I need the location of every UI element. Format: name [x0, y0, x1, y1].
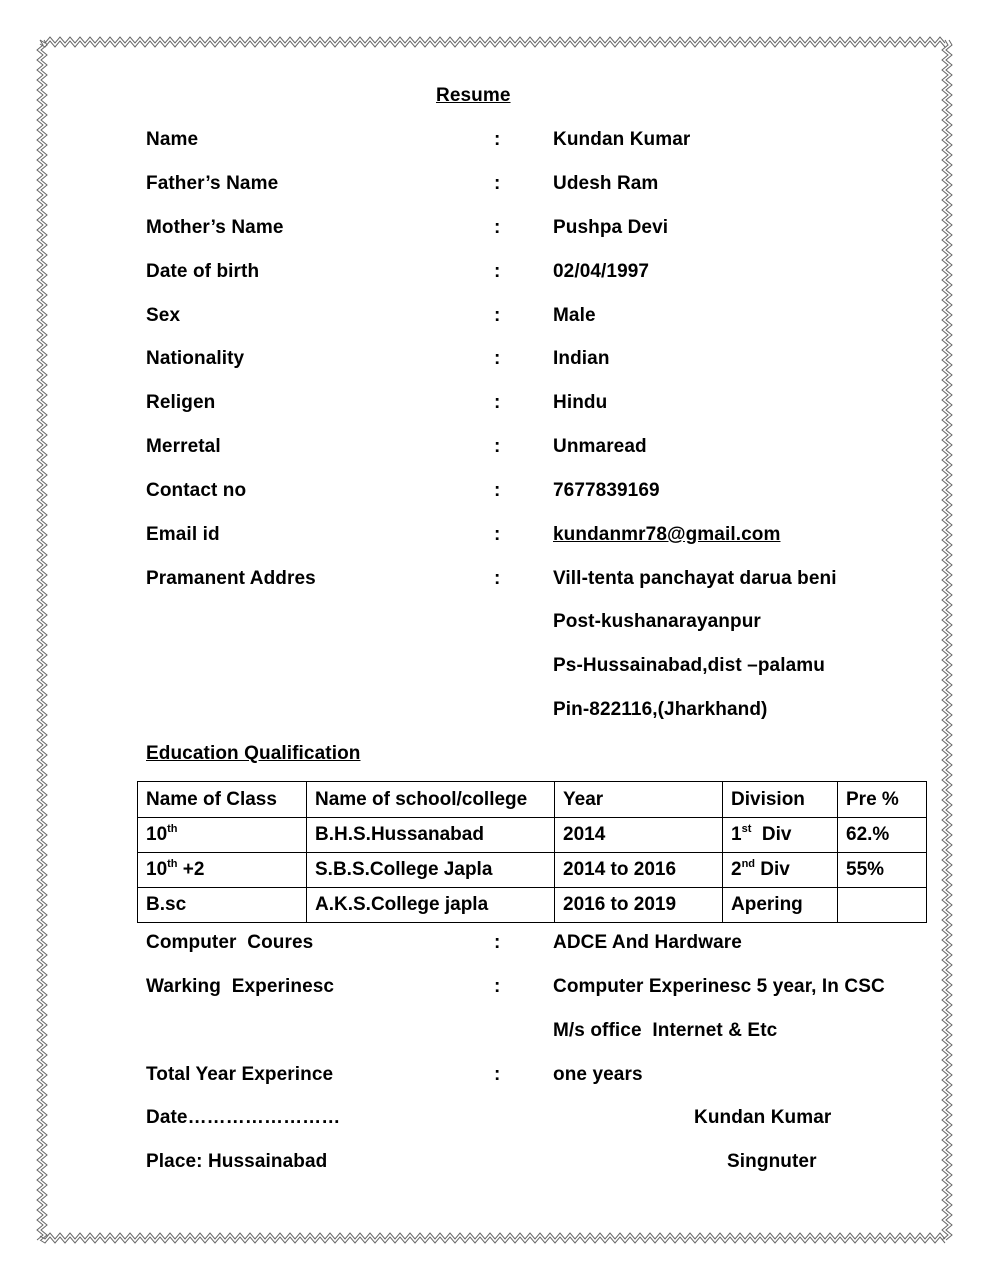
separator: : [494, 1064, 501, 1085]
field-label-contact: Contact no [146, 480, 247, 501]
cell-year: 2014 [555, 818, 723, 853]
working-experience-line-1: Computer Experinesc 5 year, In CSC [553, 976, 885, 997]
cell-school: S.B.S.College Japla [307, 853, 555, 888]
field-label-name: Name [146, 129, 199, 150]
separator: : [494, 568, 501, 589]
field-label-email: Email id [146, 524, 220, 545]
separator: : [494, 217, 501, 238]
date-line: Date…………………… [146, 1107, 341, 1128]
field-value-contact: 7677839169 [553, 480, 660, 501]
total-experience-value: one years [553, 1064, 643, 1085]
address-line-1: Vill-tenta panchayat darua beni [553, 568, 837, 589]
computer-course-label: Computer Coures [146, 932, 314, 953]
separator: : [494, 480, 501, 501]
education-heading: Education Qualification [146, 743, 361, 764]
cell-division: Apering [723, 888, 838, 923]
computer-course-value: ADCE And Hardware [553, 932, 742, 953]
header-division: Division [723, 782, 838, 818]
separator: : [494, 436, 501, 457]
field-value-name: Kundan Kumar [553, 129, 691, 150]
cell-class: 10th [138, 818, 307, 853]
table-header-row [138, 782, 927, 818]
separator: : [494, 976, 501, 997]
field-label-nationality: Nationality [146, 348, 245, 369]
working-experience-label: Warking Experinesc [146, 976, 335, 997]
separator: : [494, 524, 501, 545]
cell-school: B.H.S.Hussanabad [307, 818, 555, 853]
header-name-of-class: Name of Class [138, 782, 307, 818]
separator: : [494, 392, 501, 413]
header-school: Name of school/college [307, 782, 555, 818]
email-link[interactable]: kundanmr78@gmail.com [553, 524, 781, 545]
separator: : [494, 932, 501, 953]
separator: : [494, 173, 501, 194]
cell-year: 2016 to 2019 [555, 888, 723, 923]
address-label: Pramanent Addres [146, 568, 316, 589]
cell-class: B.sc [138, 888, 307, 923]
field-label-marital: Merretal [146, 436, 221, 457]
field-value-sex: Male [553, 305, 596, 326]
total-experience-label: Total Year Experince [146, 1064, 334, 1085]
field-value-dob: 02/04/1997 [553, 261, 650, 282]
field-value-mother: Pushpa Devi [553, 217, 669, 238]
field-label-sex: Sex [146, 305, 181, 326]
field-value-nationality: Indian [553, 348, 610, 369]
signature-name: Kundan Kumar [694, 1107, 832, 1128]
cell-percentage: 55% [838, 853, 927, 888]
separator: : [494, 261, 501, 282]
separator: : [494, 129, 501, 150]
cell-division: 2nd Div [723, 853, 838, 888]
table-row [138, 853, 927, 888]
signature-caption: Singnuter [727, 1151, 817, 1172]
address-line-3: Ps-Hussainabad,dist –palamu [553, 655, 825, 676]
cell-percentage [838, 888, 927, 923]
working-experience-line-2: M/s office Internet & Etc [553, 1020, 778, 1041]
separator: : [494, 305, 501, 326]
field-label-father: Father’s Name [146, 173, 279, 194]
cell-class: 10th +2 [138, 853, 307, 888]
field-value-father: Udesh Ram [553, 173, 659, 194]
page-title: Resume [436, 85, 511, 106]
field-label-dob: Date of birth [146, 261, 260, 282]
cell-percentage: 62.% [838, 818, 927, 853]
cell-school: A.K.S.College japla [307, 888, 555, 923]
table-row [138, 888, 927, 923]
field-value-religion: Hindu [553, 392, 608, 413]
field-label-religion: Religen [146, 392, 216, 413]
field-label-mother: Mother’s Name [146, 217, 284, 238]
field-value-marital: Unmaread [553, 436, 647, 457]
place-line: Place: Hussainabad [146, 1151, 328, 1172]
address-line-4: Pin-822116,(Jharkhand) [553, 699, 768, 720]
table-row [138, 818, 927, 853]
education-table [137, 781, 927, 923]
header-year: Year [555, 782, 723, 818]
address-line-2: Post-kushanarayanpur [553, 611, 761, 632]
cell-division: 1st Div [723, 818, 838, 853]
cell-year: 2014 to 2016 [555, 853, 723, 888]
header-percentage: Pre % [838, 782, 927, 818]
separator: : [494, 348, 501, 369]
